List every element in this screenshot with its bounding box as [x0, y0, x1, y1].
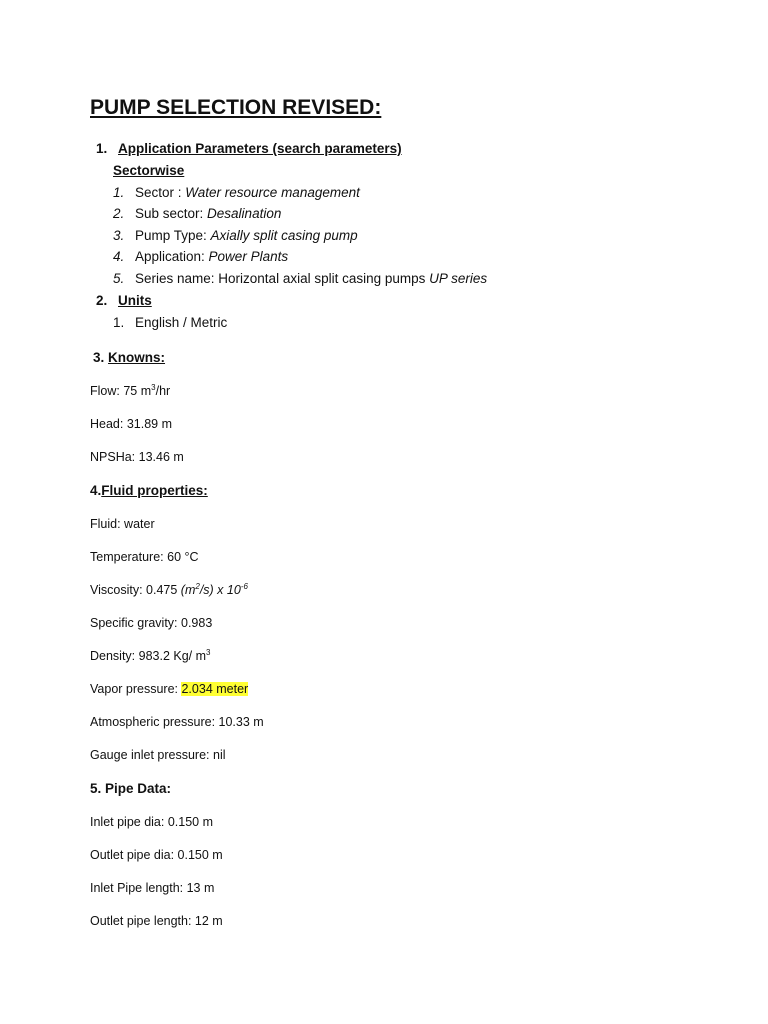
list-item-series-name: [113, 270, 487, 288]
outlet-pipe-length-value: Outlet pipe length: 12 m: [90, 914, 223, 928]
density-label: Density: 983.2 Kg/ m: [90, 649, 207, 663]
list-label: Series name: Horizontal axial split casing pumps: [135, 271, 430, 286]
section-3-heading: [93, 349, 165, 367]
section-3-number: 3.: [93, 350, 105, 365]
list-number: 2.: [113, 206, 125, 221]
list-number: 1.: [113, 315, 125, 330]
density-superscript: 3: [206, 647, 211, 657]
list-value: Water resource management: [185, 185, 360, 200]
viscosity-unit-superscript: 2: [195, 581, 200, 591]
flow-value: [90, 382, 170, 400]
list-label: Pump Type:: [135, 228, 211, 243]
viscosity-unit-multiplier: /s) x 10: [199, 583, 241, 597]
vapor-pressure-value: [90, 680, 248, 698]
atmospheric-pressure-value: Atmospheric pressure: 10.33 m: [90, 715, 264, 729]
section-1-number: 1.: [96, 141, 108, 156]
flow-superscript: 3: [151, 382, 156, 392]
list-value: English / Metric: [135, 315, 228, 330]
list-value: Power Plants: [208, 249, 289, 264]
list-value: Desalination: [207, 206, 282, 221]
list-label: Sector :: [135, 185, 186, 200]
list-label: Application:: [135, 249, 209, 264]
section-4-number: 4.: [90, 483, 102, 498]
inlet-pipe-dia-value: Inlet pipe dia: 0.150 m: [90, 815, 213, 829]
flow-unit: /hr: [155, 384, 171, 398]
list-item-pump-type: [113, 227, 358, 245]
section-2-number: 2.: [96, 293, 108, 308]
viscosity-label: Viscosity: 0.475: [90, 583, 181, 597]
section-4-heading: [90, 482, 208, 500]
list-value: Axially split casing pump: [210, 228, 358, 243]
outlet-pipe-dia-value: Outlet pipe dia: 0.150 m: [90, 848, 223, 862]
temperature-value: Temperature: 60 °C: [90, 550, 199, 564]
inlet-pipe-length-value: Inlet Pipe length: 13 m: [90, 881, 215, 895]
viscosity-value: [90, 581, 248, 599]
section-3-title: Knowns:: [108, 350, 166, 365]
page-title: PUMP SELECTION REVISED:: [90, 96, 382, 119]
head-value: Head: 31.89 m: [90, 417, 172, 431]
list-item-application: [113, 248, 288, 266]
list-item-units: [113, 314, 227, 332]
vapor-pressure-highlight: 2.034 meter: [181, 682, 249, 696]
list-value: UP series: [429, 271, 488, 286]
section-1-subheading: Sectorwise: [113, 163, 185, 178]
flow-label: Flow: 75 m: [90, 384, 152, 398]
section-5-heading: 5. Pipe Data:: [90, 781, 172, 796]
vapor-pressure-label: Vapor pressure:: [90, 682, 182, 696]
density-value: [90, 647, 210, 665]
specific-gravity-value: Specific gravity: 0.983: [90, 616, 213, 630]
list-number: 4.: [113, 249, 125, 264]
section-4-title: Fluid properties:: [101, 483, 208, 498]
section-2-heading: [96, 292, 152, 310]
section-1-title: Application Parameters (search parameters): [118, 141, 402, 156]
section-1-heading: [96, 140, 402, 158]
section-2-title: Units: [118, 293, 152, 308]
list-item-sector: [113, 184, 360, 202]
npsha-value: NPSHa: 13.46 m: [90, 450, 184, 464]
fluid-value: Fluid: water: [90, 517, 155, 531]
list-number: 1.: [113, 185, 125, 200]
list-item-sub-sector: [113, 205, 281, 223]
list-number: 5.: [113, 271, 125, 286]
viscosity-exponent: -6: [240, 581, 248, 591]
viscosity-unit: (m: [180, 583, 196, 597]
gauge-inlet-pressure-value: Gauge inlet pressure: nil: [90, 748, 226, 762]
list-number: 3.: [113, 228, 125, 243]
list-label: Sub sector:: [135, 206, 208, 221]
